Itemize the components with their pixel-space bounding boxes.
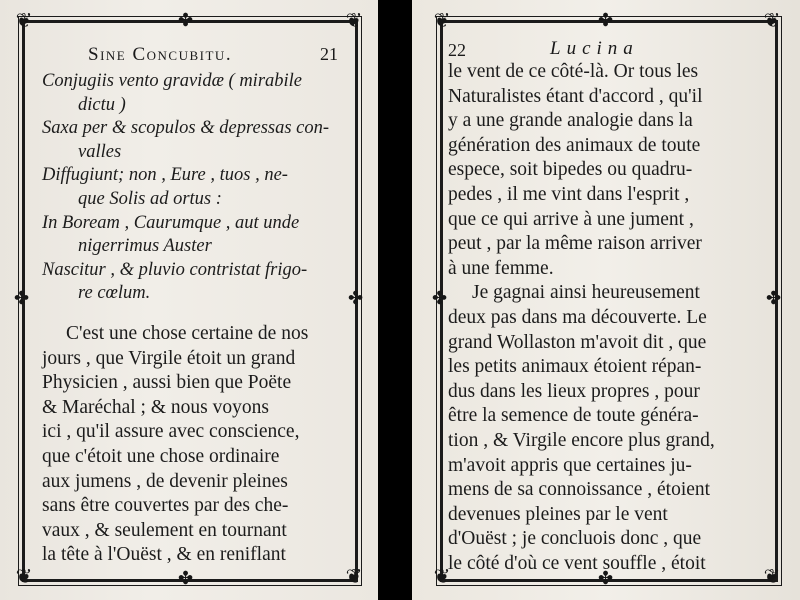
- text-line: valles: [78, 141, 122, 162]
- fleuron-edge-icon: ✤: [432, 288, 448, 309]
- text-line: tion , & Virgile encore plus grand,: [448, 429, 715, 451]
- fleuron-corner-icon: ❦: [763, 8, 781, 32]
- text-line: que c'étoit une chose ordinaire: [42, 445, 280, 467]
- fleuron-corner-icon: ❦: [763, 564, 781, 588]
- text-line: Naturalistes étant d'accord , qu'il: [448, 85, 703, 107]
- text-line: la tête à l'Ouëst , & en reniflant: [42, 544, 286, 566]
- fleuron-corner-icon: ❦: [345, 8, 363, 32]
- text-line: nigerrimus Auster: [78, 236, 212, 257]
- text-line: d'Ouëst ; je concluois donc , que: [448, 528, 702, 550]
- text-line: dus dans les lieux propres , pour: [448, 380, 700, 402]
- text-line: Conjugiis vento gravidæ ( mirabile: [42, 71, 303, 91]
- running-title: Sine Concubitu.: [88, 44, 233, 65]
- text-line: aux jumens , de devenir pleines: [42, 470, 288, 492]
- text-line: les petits animaux étoient répan-: [448, 356, 702, 378]
- text-line: à une femme.: [448, 257, 554, 279]
- fleuron-edge-icon: ✤: [178, 568, 194, 589]
- text-line: le vent de ce côté-là. Or tous les: [448, 61, 699, 82]
- text-line: espece, soit bipedes ou quadru-: [448, 159, 693, 181]
- text-line: dictu ): [78, 94, 126, 115]
- text-line: grand Wollaston m'avoit dit , que: [448, 331, 707, 353]
- fleuron-edge-icon: ✤: [598, 10, 614, 31]
- text-line: être la semence de toute généra-: [448, 405, 699, 427]
- text-line: peut , par la même raison arriver: [448, 233, 702, 255]
- text-line: génération des animaux de toute: [448, 134, 701, 156]
- text-line: le côté d'où ce vent souffle , étoit: [448, 552, 706, 574]
- running-title: Lucina: [550, 38, 639, 59]
- text-line: pedes , il me vint dans l'esprit ,: [448, 183, 690, 205]
- text-line: Diffugiunt; non , Eure , tuos , ne-: [42, 165, 288, 186]
- text-line: vaux , & seulement en tournant: [42, 519, 287, 541]
- text-line: jours , que Virgile étoit un grand: [42, 347, 296, 369]
- text-line: deux pas dans ma découverte. Le: [448, 306, 707, 328]
- text-line: sans être couvertes par des che-: [42, 495, 289, 517]
- left-page: [0, 0, 378, 600]
- text-line: y a une grande analogie dans la: [448, 110, 693, 132]
- fleuron-edge-icon: ✤: [178, 10, 194, 31]
- text-line: ici , qu'il assure avec conscience,: [42, 421, 300, 443]
- fleuron-corner-icon: ❦: [433, 8, 451, 32]
- text-line: In Boream , Caurumque , aut unde: [42, 212, 300, 233]
- fleuron-corner-icon: ❦: [345, 564, 363, 588]
- fleuron-edge-icon: ✤: [348, 288, 364, 309]
- text-line: Physicien , aussi bien que Poëte: [42, 372, 292, 394]
- text-line: que Solis ad ortus :: [78, 188, 222, 209]
- page-number: 21: [320, 44, 338, 64]
- text-line: que ce qui arrive à une jument ,: [448, 208, 694, 230]
- text-line: Saxa per & scopulos & depressas con-: [42, 118, 330, 139]
- fleuron-corner-icon: ❦: [15, 564, 33, 588]
- fleuron-corner-icon: ❦: [433, 564, 451, 588]
- text-line: & Maréchal ; & nous voyons: [42, 396, 269, 418]
- text-line: re cœlum.: [78, 283, 151, 304]
- fleuron-edge-icon: ✤: [598, 568, 614, 589]
- fleuron-edge-icon: ✤: [766, 288, 782, 309]
- fleuron-corner-icon: ❦: [15, 8, 33, 32]
- verse-block: [42, 70, 329, 306]
- text-line: devenues pleines par le vent: [448, 503, 668, 525]
- fleuron-edge-icon: ✤: [14, 288, 30, 309]
- prose-block: [448, 60, 715, 576]
- text-line: Je gagnai ainsi heureusement: [472, 282, 700, 304]
- text-line: mens de sa connoissance , étoient: [448, 479, 711, 501]
- text-line: Nascitur , & pluvio contristat frigo-: [42, 259, 308, 280]
- text-line: m'avoit appris que certaines ju-: [448, 454, 692, 476]
- right-page: [412, 0, 800, 600]
- text-line: C'est une chose certaine de nos: [66, 323, 309, 344]
- prose-block: [42, 322, 308, 568]
- page-number: 22: [448, 40, 466, 60]
